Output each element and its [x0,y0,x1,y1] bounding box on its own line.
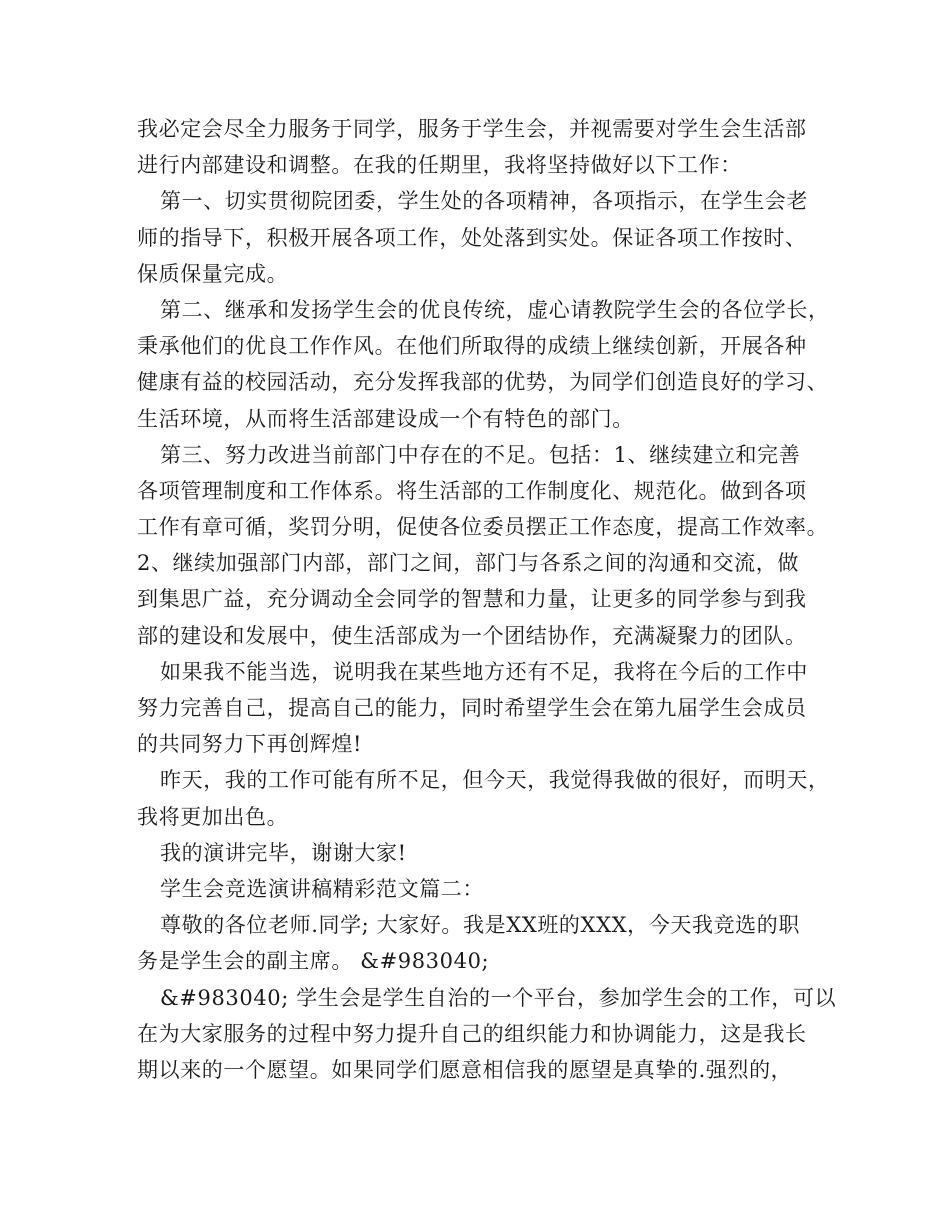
text-line: 昨天，我的工作可能有所不足，但今天，我觉得我做的很好，而明天， [160,768,830,793]
text-line: 师的指导下，积极开展各项工作，处处落到实处。保证各项工作按时、 [137,225,807,250]
text-line: 生活环境，从而将生活部建设成一个有特色的部门。 [137,406,634,431]
text-line: 我的演讲完毕，谢谢大家! [160,840,407,865]
text-line: 进行内部建设和调整。在我的任期里，我将坚持做好以下工作： [137,153,742,178]
text-line: 第二、继承和发扬学生会的优良传统，虚心请教院学生会的各位学长， [160,297,830,322]
text-line: 2、继续加强部门内部，部门之间，部门与各系之间的沟通和交流，做 [137,551,799,576]
text-line: 我必定会尽全力服务于同学，服务于学生会，并视需要对学生会生活部 [137,117,807,141]
text-line: 在为大家服务的过程中努力提升自己的组织能力和协调能力，这是我长 [137,1021,807,1046]
section-heading: 学生会竞选演讲稿精彩范文篇二： [160,876,484,901]
text-line: 工作有章可循，奖罚分明，促使各位委员摆正工作态度，提高工作效率。 [137,515,829,540]
text-line: 尊敬的各位老师.同学; 大家好。我是XX班的XXX，今天我竞选的职 [160,913,800,938]
text-line: 保质保量完成。 [137,261,289,286]
text-line: 的共同努力下再创辉煌! [137,732,363,757]
text-line: 到集思广益，充分调动全会同学的智慧和力量，让更多的同学参与到我 [137,587,807,612]
text-line: 秉承他们的优良工作作风。在他们所取得的成绩上继续创新，开展各种 [137,334,807,359]
text-line: 我将更加出色。 [137,804,289,829]
text-line: 第三、努力改进当前部门中存在的不足。包括：1、继续建立和完善 [160,442,801,467]
text-line: 期以来的一个愿望。如果同学们愿意相信我的愿望是真挚的.强烈的， [137,1057,793,1082]
text-line: 如果我不能当选，说明我在某些地方还有不足，我将在今后的工作中 [160,659,808,684]
text-line: 各项管理制度和工作体系。将生活部的工作制度化、规范化。做到各项 [137,478,807,503]
text-line: &#983040; 学生会是学生自治的一个平台，参加学生会的工作，可以 [160,985,837,1010]
text-line: 务是学生会的副主席。 &#983040; [137,949,490,974]
text-line: 努力完善自己，提高自己的能力，同时希望学生会在第九届学生会成员 [137,696,807,720]
text-line: 健康有益的校园活动，充分发挥我部的优势，为同学们创造良好的学习、 [137,370,829,395]
text-line: 第一、切实贯彻院团委，学生处的各项精神，各项指示，在学生会老 [160,189,808,214]
text-line: 部的建设和发展中，使生活部成为一个团结协作，充满凝聚力的团队。 [137,623,807,648]
document-body [137,111,837,1088]
